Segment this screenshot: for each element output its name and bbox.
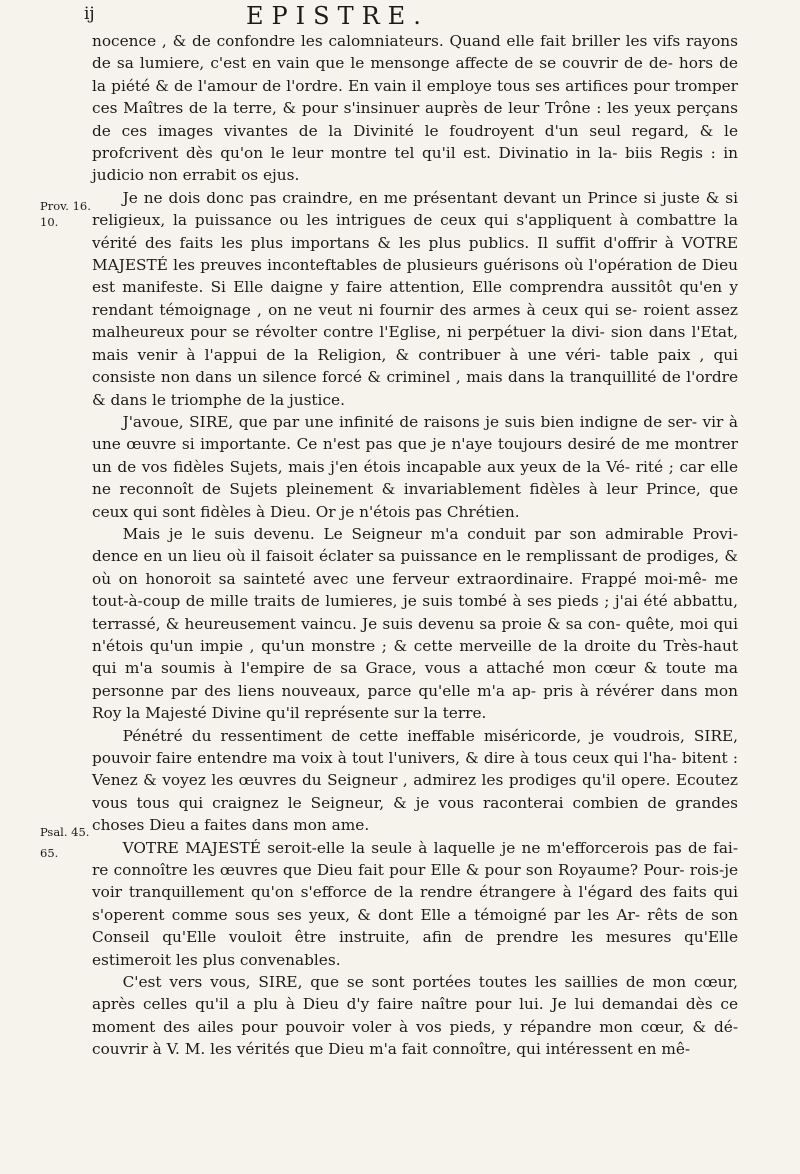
body-text [92,30,738,1061]
margin-note-psalm: Psal. 45. [40,825,90,839]
paragraph: VOTRE MAJESTÉ seroit-elle la seule à laquelle je ne m'efforcerois pas de fai- re connoître les œuvres que Dieu fait pour Elle & pour son Royaume? Pour- rois-je voir tranquillement qu'on s'efforce de la rendre étrangere à l'égard des faits qui s'operent comme sous ses yeux, & dont Elle a témoigné par les Ar- rêts de son Conseil qu'Elle vouloit être instruite, afin de prendre les mesures qu'Elle estimeroit les plus convenables. [92,838,738,969]
margin-note-prov-book: Prov. [40,199,69,213]
paragraph: Pénétré du ressentiment de cette ineffable miséricorde, je voudrois, SIRE, pouvoir faire entendre ma voix à tout l'univers, & dire à tous ceux qui l'ha- bitent : Venez & voyez les œuvres du Seigneur , admirez les prodiges qu'il opere. Ecoutez vous tous qui craignez le Seigneur, & je vous raconterai combien de grandes choses Dieu a faites dans mon ame. [92,726,738,835]
margin-note-psalm-verse: 65. [40,846,59,860]
margin-note-prov-verse: 10. [40,215,59,229]
margin-note-prov [40,200,91,213]
paragraph: nocence , & de confondre les calomniateurs. Quand elle fait briller les vifs rayons de sa lumiere, c'est en vain que le mensonge affecte de se couvrir de de- hors de la piété & de l'amour de l'ordre. En vain il employe tous ses artifices pour tromper ces Maîtres de la terre, & pour s'insinuer auprès de leur Trône : les yeux perçans de ces images vivantes de la Divinité le foudroyent d'un seul regard, & le profcrivent dès qu'on le leur montre tel qu'il est. Divinatio in la- biis Regis : in judicio non errabit os ejus. [92,32,738,185]
margin-note-prov-chapter: 16. [72,199,91,213]
running-title: EPISTRE. [246,2,429,30]
paragraph: C'est vers vous, SIRE, que se sont portées toutes les saillies de mon cœur, après celles qu'il a plu à Dieu d'y faire naître pour lui. Je lui demandai dès ce moment des ailes pour pouvoir voler à vos pieds, y répandre mon cœur, & dé- couvrir à V. M. les vérités que Dieu m'a fait connoître, qui intéressent en mê- [92,973,738,1059]
page-number: ij [84,4,95,24]
paragraph: J'avoue, SIRE, que par une infinité de raisons je suis bien indigne de ser- vir à une œuvre si importante. Ce n'est pas que je n'aye toujours desiré de me montrer un de vos fidèles Sujets, mais j'en étois incapable aux yeux de la Vé- rité ; car elle ne reconnoît de Sujets pleinement & invariablement fidèles à leur Prince, que ceux qui sont fidèles à Dieu. Or je n'étois pas Chrétien. [92,412,738,521]
paragraph: Je ne dois donc pas craindre, en me présentant devant un Prince si juste & si religieux, la puissance ou les intrigues de ceux qui s'appliquent à combattre la vérité des faits les plus importans & les plus publics. Il suffit d'offrir à VOTRE MAJESTÉ les preuves inconteftables de plusieurs guérisons où l'opération de Dieu est manifeste. Si Elle daigne y faire attention, Elle comprendra aussitôt qu'en y rendant témoignage , on ne veut ni fournir des armes à ceux qui se- roient assez malheureux pour se révolter contre l'Eglise, ni perpétuer la divi- sion dans l'Etat, mais venir à l'appui de la Religion, & contribuer à une véri- table paix , qui consiste non dans un silence forcé & criminel , mais dans la tranquillité de l'ordre & dans le triomphe de la justice. [92,188,738,409]
paragraph: Mais je le suis devenu. Le Seigneur m'a conduit par son admirable Provi- dence en un lieu où il faisoit éclater sa puissance en le remplissant de prodiges, & où on honoroit sa sainteté avec une ferveur extraordinaire. Frappé moi-mê- me tout-à-coup de mille traits de lumieres, je suis tombé à ses pieds ; j'ai été abbattu, terrassé, & heureusement vaincu. Je suis devenu sa proie & sa con- quête, moi qui n'étois qu'un impie , qu'un monstre ; & cette merveille de la droite du Très-haut qui m'a soumis à l'empire de sa Grace, vous a attaché mon cœur & toute ma personne par des liens nouveaux, parce qu'elle m'a ap- pris à révérer dans mon Roy la Majesté Divine qu'il représente sur la terre. [92,524,738,723]
